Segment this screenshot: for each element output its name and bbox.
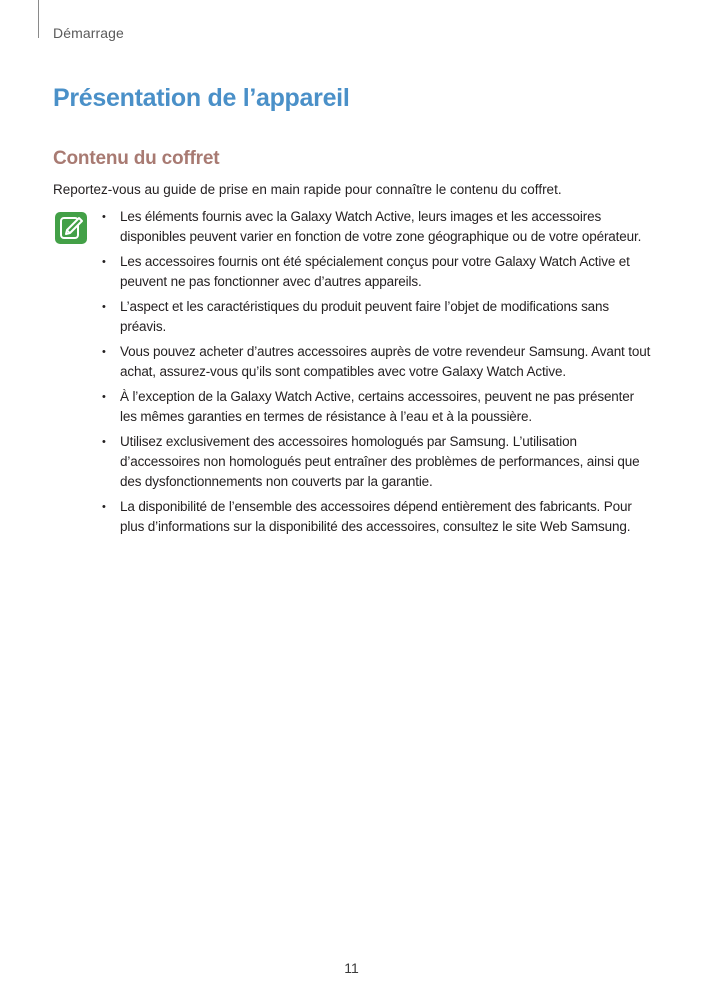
bullet: • [102,436,106,448]
page-title: Présentation de l’appareil [53,84,350,112]
bullet: • [102,256,106,268]
note-pencil-icon [54,211,88,245]
note-text: Vous pouvez acheter d’autres accessoires auprès de votre revendeur Samsung. Avant tout achat, assurez-vous qu’ils sont compatibles avec votre Galaxy Watch Active. [120,344,651,379]
note-text: Utilisez exclusivement des accessoires homologués par Samsung. L’utilisation d’accessoires non homologués peut entraîner des problèmes de performances, ainsi que des dysfonctionnements non couverts par la garantie. [120,434,640,489]
bullet: • [102,501,106,513]
note-text: À l’exception de la Galaxy Watch Active, certains accessoires, peuvent ne pas présenter les mêmes garanties en termes de résistance à l’eau et à la poussière. [120,389,634,424]
note-list [100,207,652,542]
note-item [100,297,652,337]
note-item [100,207,652,247]
note-item [100,387,652,427]
note-item [100,252,652,292]
note-item [100,497,652,537]
bullet: • [102,391,106,403]
note-item [100,432,652,492]
note-text: Les éléments fournis avec la Galaxy Watch Active, leurs images et les accessoires disponibles peuvent varier en fonction de votre zone géographique ou de votre opérateur. [120,209,642,244]
intro-paragraph: Reportez-vous au guide de prise en main rapide pour connaître le contenu du coffret. [53,182,562,197]
bullet: • [102,211,106,223]
note-text: Les accessoires fournis ont été spécialement conçus pour votre Galaxy Watch Active et peuvent ne pas fonctionner avec d’autres appareils. [120,254,630,289]
note-text: L’aspect et les caractéristiques du produit peuvent faire l’objet de modifications sans préavis. [120,299,609,334]
note-text: La disponibilité de l’ensemble des accessoires dépend entièrement des fabricants. Pour plus d’informations sur la disponibilité des accessoires, consultez le site Web Samsung. [120,499,632,534]
bullet: • [102,301,106,313]
header-divider [38,0,39,38]
bullet: • [102,346,106,358]
section-title: Contenu du coffret [53,148,220,169]
page-number: 11 [344,960,359,976]
note-item [100,342,652,382]
section-label: Démarrage [53,25,124,41]
